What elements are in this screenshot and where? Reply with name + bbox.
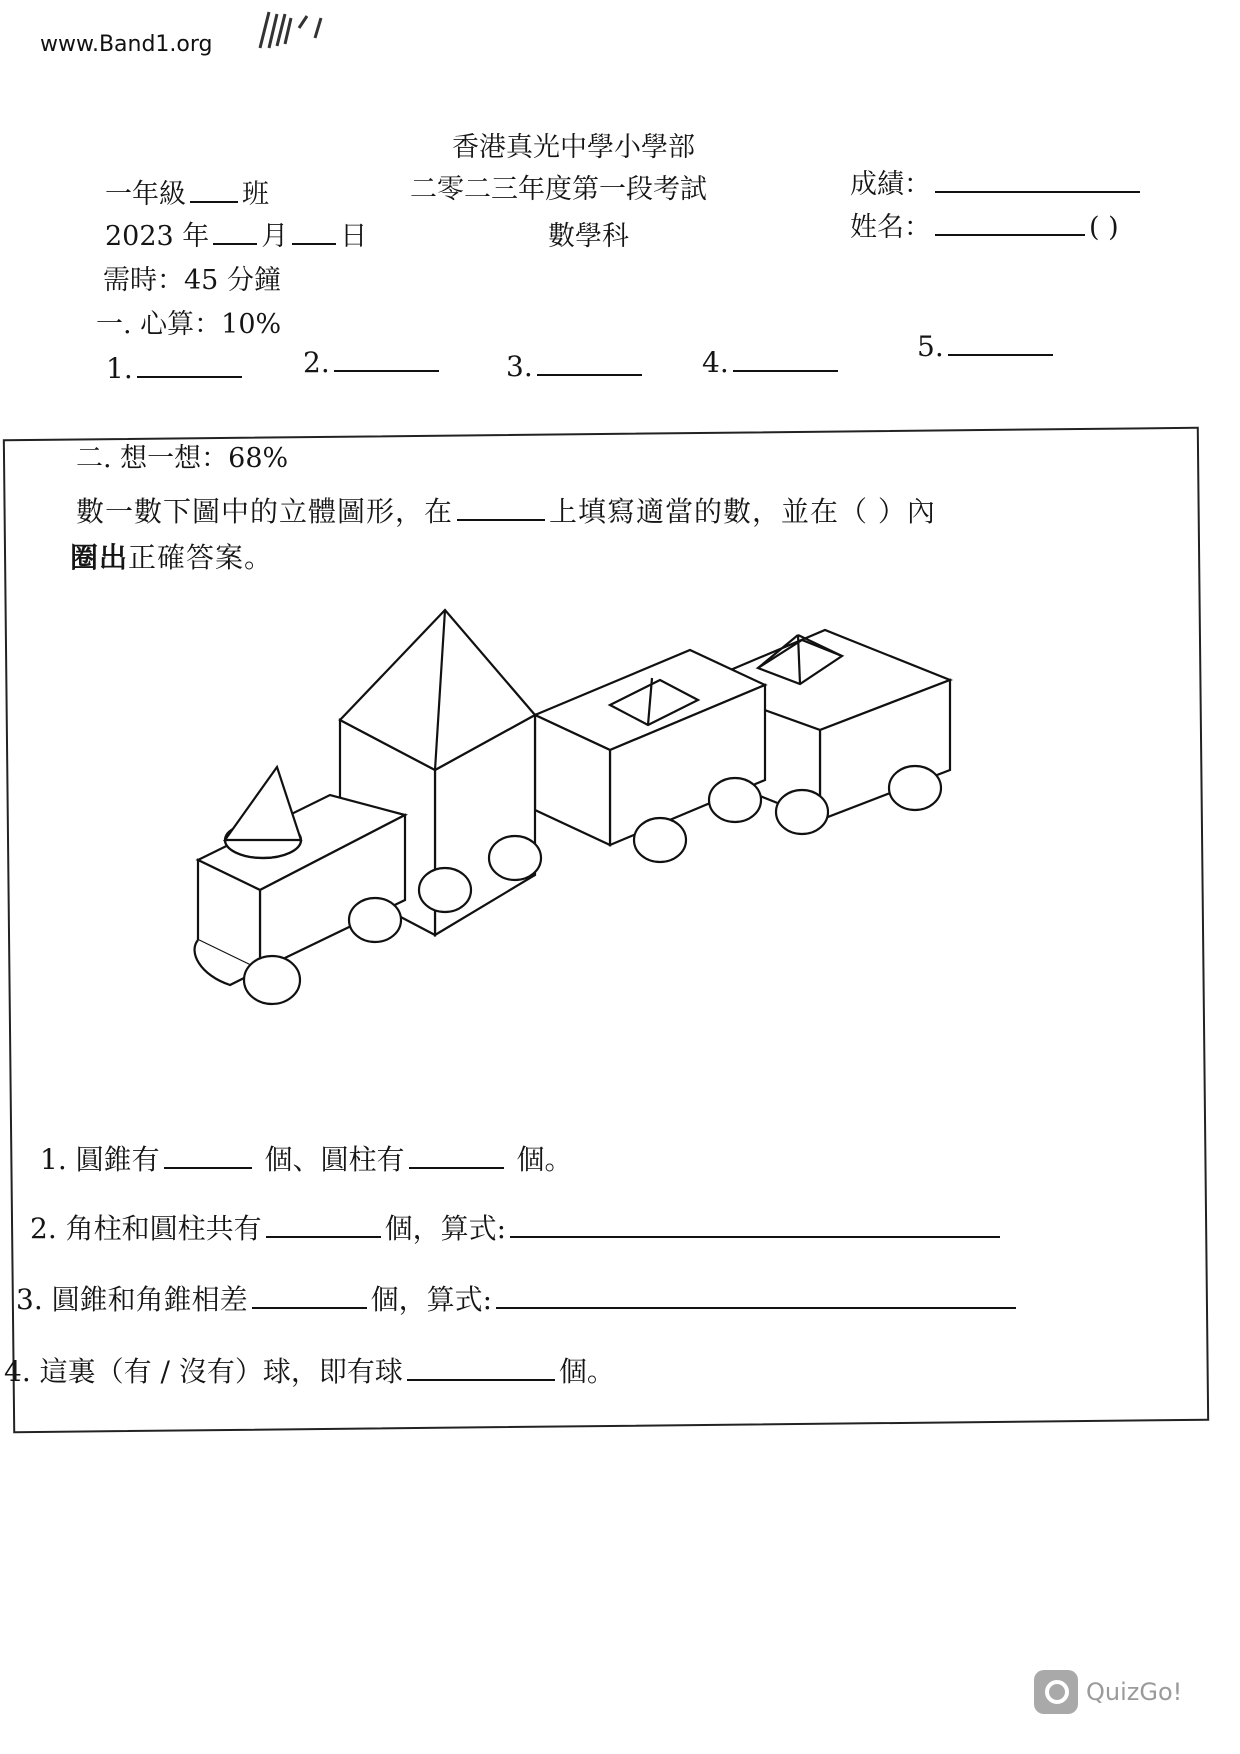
instruction-line-1: 數一數下圖中的立體圖形，在 上填寫適當的數，並在（ ）內 — [76, 495, 936, 528]
wheel-cylinder — [709, 778, 761, 822]
mental-item-1: 1. — [106, 352, 246, 385]
question-1: 1. 圓錐有 個、圓柱有 個。 — [40, 1143, 573, 1176]
section1-title: 一. 心算：10% — [96, 309, 282, 340]
duration-label: 需時：45 分鐘 — [103, 265, 281, 296]
score-label: 成績： — [850, 169, 931, 200]
date-line — [105, 214, 367, 253]
site-watermark: www.Band1.org — [40, 32, 213, 57]
mental-item-3: 3. — [506, 350, 646, 383]
wheel-cylinder — [419, 868, 471, 912]
name-label: 姓名： — [850, 212, 931, 243]
question-4: 4. 這裏（有 / 沒有）球，即有球 個。 — [4, 1355, 615, 1388]
question-3: 3. 圓錐和角錐相差 個，算式: — [16, 1278, 1020, 1318]
school-name: 香港真光中學小學部 — [452, 132, 695, 163]
quizgo-watermark — [1034, 1670, 1182, 1714]
mental-item-4: 4. — [702, 346, 842, 379]
question-2: 2. 角柱和圓柱共有 個，算式: — [30, 1207, 1004, 1247]
score-line — [850, 162, 1144, 201]
wheel-cylinder — [244, 956, 300, 1004]
exam-title: 二零二三年度第一段考試 — [410, 174, 707, 205]
section2-title: 二. 想一想：68% — [76, 443, 289, 474]
quizgo-name: QuizGo! — [1086, 1678, 1183, 1706]
wheel-cylinder — [634, 818, 686, 862]
mental-item-2: 2. — [303, 346, 443, 379]
grade-label: 一年級 — [105, 179, 186, 210]
scan-mark-icon — [255, 8, 345, 50]
instruction-line-2: 圈出正確答案。 — [70, 541, 274, 574]
mental-item-5: 5. — [917, 330, 1057, 363]
month-label: 月 — [261, 221, 289, 252]
wheel-cylinder — [489, 836, 541, 880]
wheel-cylinder — [349, 898, 401, 942]
front-cone — [225, 767, 301, 858]
name-line — [850, 205, 1119, 244]
class-label: 班 — [242, 179, 269, 210]
wheel-cylinder — [776, 790, 828, 834]
front-car-cuboid — [198, 795, 405, 970]
grade-class-line — [105, 172, 269, 211]
wheel-cylinder — [889, 766, 941, 810]
class-number-paren: ( ) — [1089, 212, 1119, 243]
quizgo-logo-icon — [1034, 1670, 1078, 1714]
day-label: 日 — [340, 221, 368, 252]
train-solids-figure — [190, 590, 960, 1130]
subject-title: 數學科 — [548, 221, 629, 252]
year-label: 2023 年 — [105, 221, 210, 252]
